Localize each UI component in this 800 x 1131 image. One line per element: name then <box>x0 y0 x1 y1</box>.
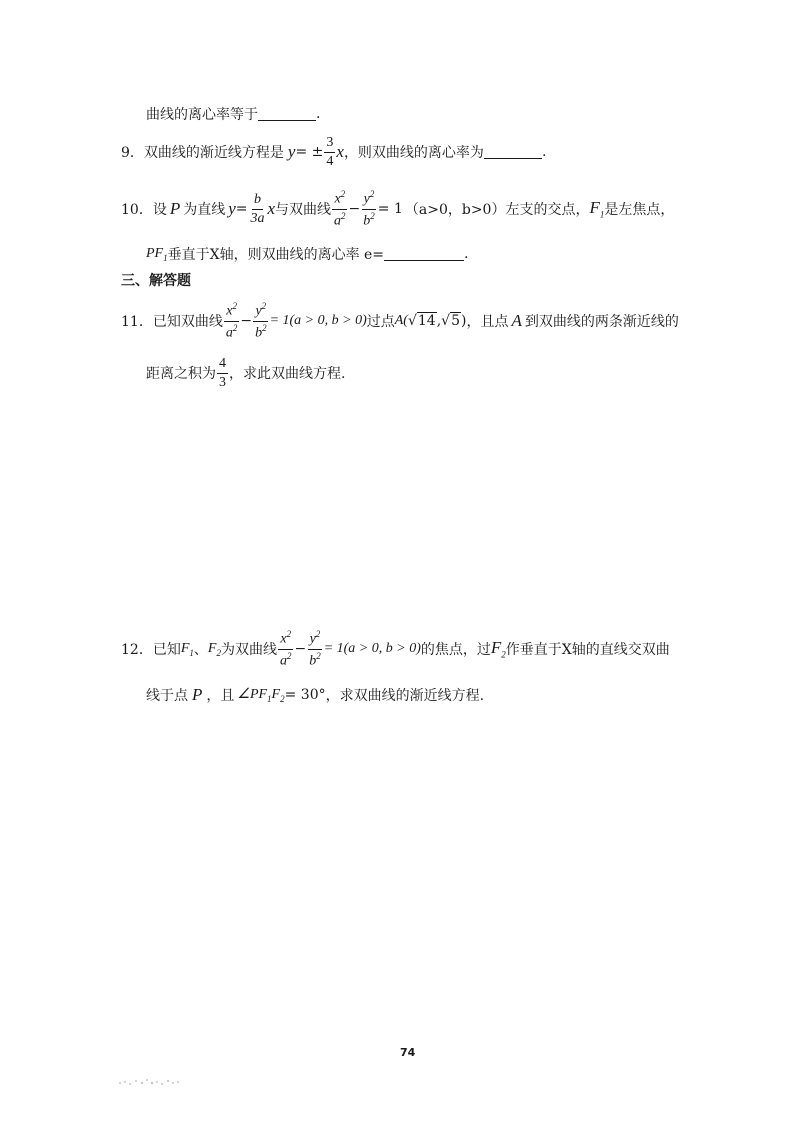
q8-text: 曲线的离心率等于 <box>146 107 258 123</box>
q8-answer-blank <box>258 108 316 121</box>
q12-fraction-y2-b2: $\frac{y^2}{b^2}$ <box>309 628 321 669</box>
q9-answer-blank <box>484 146 542 159</box>
q11-fraction-y2-b2: $\frac{y^2}{b^2}$ <box>255 300 267 341</box>
q10-answer-blank <box>384 248 464 261</box>
question-12: 12．已知 $F_1$ 、 $F_2$ 为双曲线 $\frac{x^2}{a^2}$ − $\frac{y^2}{b^2}$ = 1(a > 0, b > 0) 的焦点，过 $F_2$ 作垂直于X轴的直线交双曲 <box>121 628 670 669</box>
question-12-line2: 线于点 P ，且 $\angle PF_1F_2$ = 30° ，求双曲线的渐近线方程. <box>146 685 485 704</box>
question-10: 10．设 P 为直线 y = $\frac{b}{3a}$ x 与双曲线 $\frac{x^2}{a^2}$ − $\frac{y^2}{b^2}$ = 1 （a>0，b>0）左支的交点， $F_1$ 是左焦点， <box>121 188 675 229</box>
q11-fraction-x2-a2: $\frac{x^2}{a^2}$ <box>225 300 238 341</box>
q8-tail: 曲线的离心率等于 . <box>146 106 321 123</box>
section-heading: 三、解答题 <box>121 273 191 289</box>
q9-fraction: $\frac{3}{4}$ <box>326 134 334 169</box>
page-number: 74 <box>400 1046 416 1059</box>
q9-text: 双曲线的渐近线方程是 <box>143 145 284 161</box>
q12-fraction-x2-a2: $\frac{x^2}{a^2}$ <box>279 628 292 669</box>
q10-fraction-x2-a2: $\frac{x^2}{a^2}$ <box>334 188 346 229</box>
question-9: 9． 双曲线的渐近线方程是 y = ± $\frac{3}{4}$ x ，则双曲线的离心率为 . <box>121 134 547 169</box>
q10-fraction-b-3a: $\frac{b}{3a}$ <box>250 191 265 226</box>
question-10-line2: $PF_1$ 垂直于X轴，则双曲线的离心率 e= . <box>146 245 469 263</box>
scan-smudge <box>116 1074 186 1090</box>
question-11: 11．已知双曲线 $\frac{x^2}{a^2}$ − $\frac{y^2}{b^2}$ = 1(a > 0, b > 0) 过点 A( √14 , √5 ) ，且点 A 到双曲线的两条渐近线的 <box>121 300 679 341</box>
q11-fraction-4-3: $\frac{4}{3}$ <box>219 355 226 390</box>
question-11-line2: 距离之积为 $\frac{4}{3}$ ，求此双曲线方程. <box>146 355 346 390</box>
q10-fraction-y2-b2: $\frac{y^2}{b^2}$ <box>363 188 375 229</box>
